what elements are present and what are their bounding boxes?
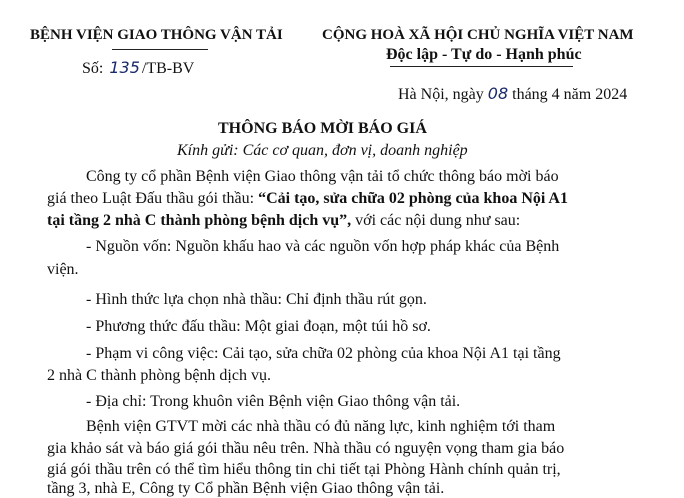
- document-number-label: Số:: [82, 60, 104, 77]
- intro-line-1: Công ty cổ phần Bệnh viện Giao thông vận tải tổ chức thông báo mời báo: [86, 168, 559, 185]
- document-number-value: 135: [109, 58, 140, 77]
- intro-line-2: [47, 190, 568, 208]
- header-underline-left: [112, 49, 208, 50]
- national-motto: Độc lập - Tự do - Hạnh phúc: [386, 46, 582, 63]
- recipient: [177, 142, 468, 160]
- intro-line-2-plain: giá theo Luật Đấu thầu gói thầu:: [47, 190, 255, 207]
- document-number-suffix: /TB-BV: [141, 60, 195, 77]
- closing-line-1: Bệnh viện GTVT mời các nhà thầu có đủ năng lực, kinh nghiệm tới tham: [86, 418, 556, 435]
- intro-line-3-plain: với các nội dung như sau:: [355, 212, 521, 229]
- package-name-part-1: “Cải tạo, sửa chữa 02 phòng của khoa Nội A1: [258, 190, 568, 207]
- item-work-scope-cont: 2 nhà C thành phòng bệnh dịch vụ.: [47, 367, 271, 384]
- header-underline-right: [390, 66, 573, 67]
- item-address: - Địa chỉ: Trong khuôn viên Bệnh viện Giao thông vận tải.: [86, 393, 461, 410]
- closing-line-2: gia khảo sát và báo giá gói thầu nêu trên. Nhà thầu có nguyện vọng tham gia báo: [47, 440, 565, 457]
- country-name: CỘNG HOÀ XÃ HỘI CHỦ NGHĨA VIỆT NAM: [322, 27, 634, 43]
- date-day: 08: [487, 84, 509, 103]
- recipient-label: Kính gửi:: [177, 142, 239, 159]
- organization-name: BỆNH VIỆN GIAO THÔNG VẬN TẢI: [30, 27, 283, 43]
- closing-line-3: giá gói thầu trên có thể tìm hiểu thông tin chi tiết tại Phòng Hành chính quản trị,: [47, 461, 561, 478]
- closing-line-4: tầng 3, nhà E, Công ty Cổ phần Bệnh viện Giao thông vận tải.: [47, 480, 445, 497]
- item-selection-method: - Hình thức lựa chọn nhà thầu: Chỉ định thầu rút gọn.: [86, 291, 427, 308]
- item-work-scope: - Phạm vi công việc: Cải tạo, sửa chữa 02 phòng của khoa Nội A1 tại tầng: [86, 345, 561, 362]
- recipient-text: Các cơ quan, đơn vị, doanh nghiệp: [242, 142, 468, 159]
- package-name-part-2: tại tầng 2 nhà C thành phòng bệnh dịch vụ”,: [47, 212, 352, 229]
- date-suffix: tháng 4 năm 2024: [512, 86, 628, 103]
- document-date: [398, 84, 627, 104]
- document-title: THÔNG BÁO MỜI BÁO GIÁ: [218, 120, 427, 137]
- document-number: [82, 58, 194, 78]
- date-prefix: Hà Nội, ngày: [398, 86, 484, 103]
- item-funding-source: - Nguồn vốn: Nguồn khấu hao và các nguồn vốn hợp pháp khác của Bệnh: [86, 238, 560, 255]
- item-funding-source-cont: viện.: [47, 261, 79, 278]
- intro-line-3: [47, 212, 520, 230]
- item-bidding-method: - Phương thức đấu thầu: Một giai đoạn, một túi hồ sơ.: [86, 318, 431, 335]
